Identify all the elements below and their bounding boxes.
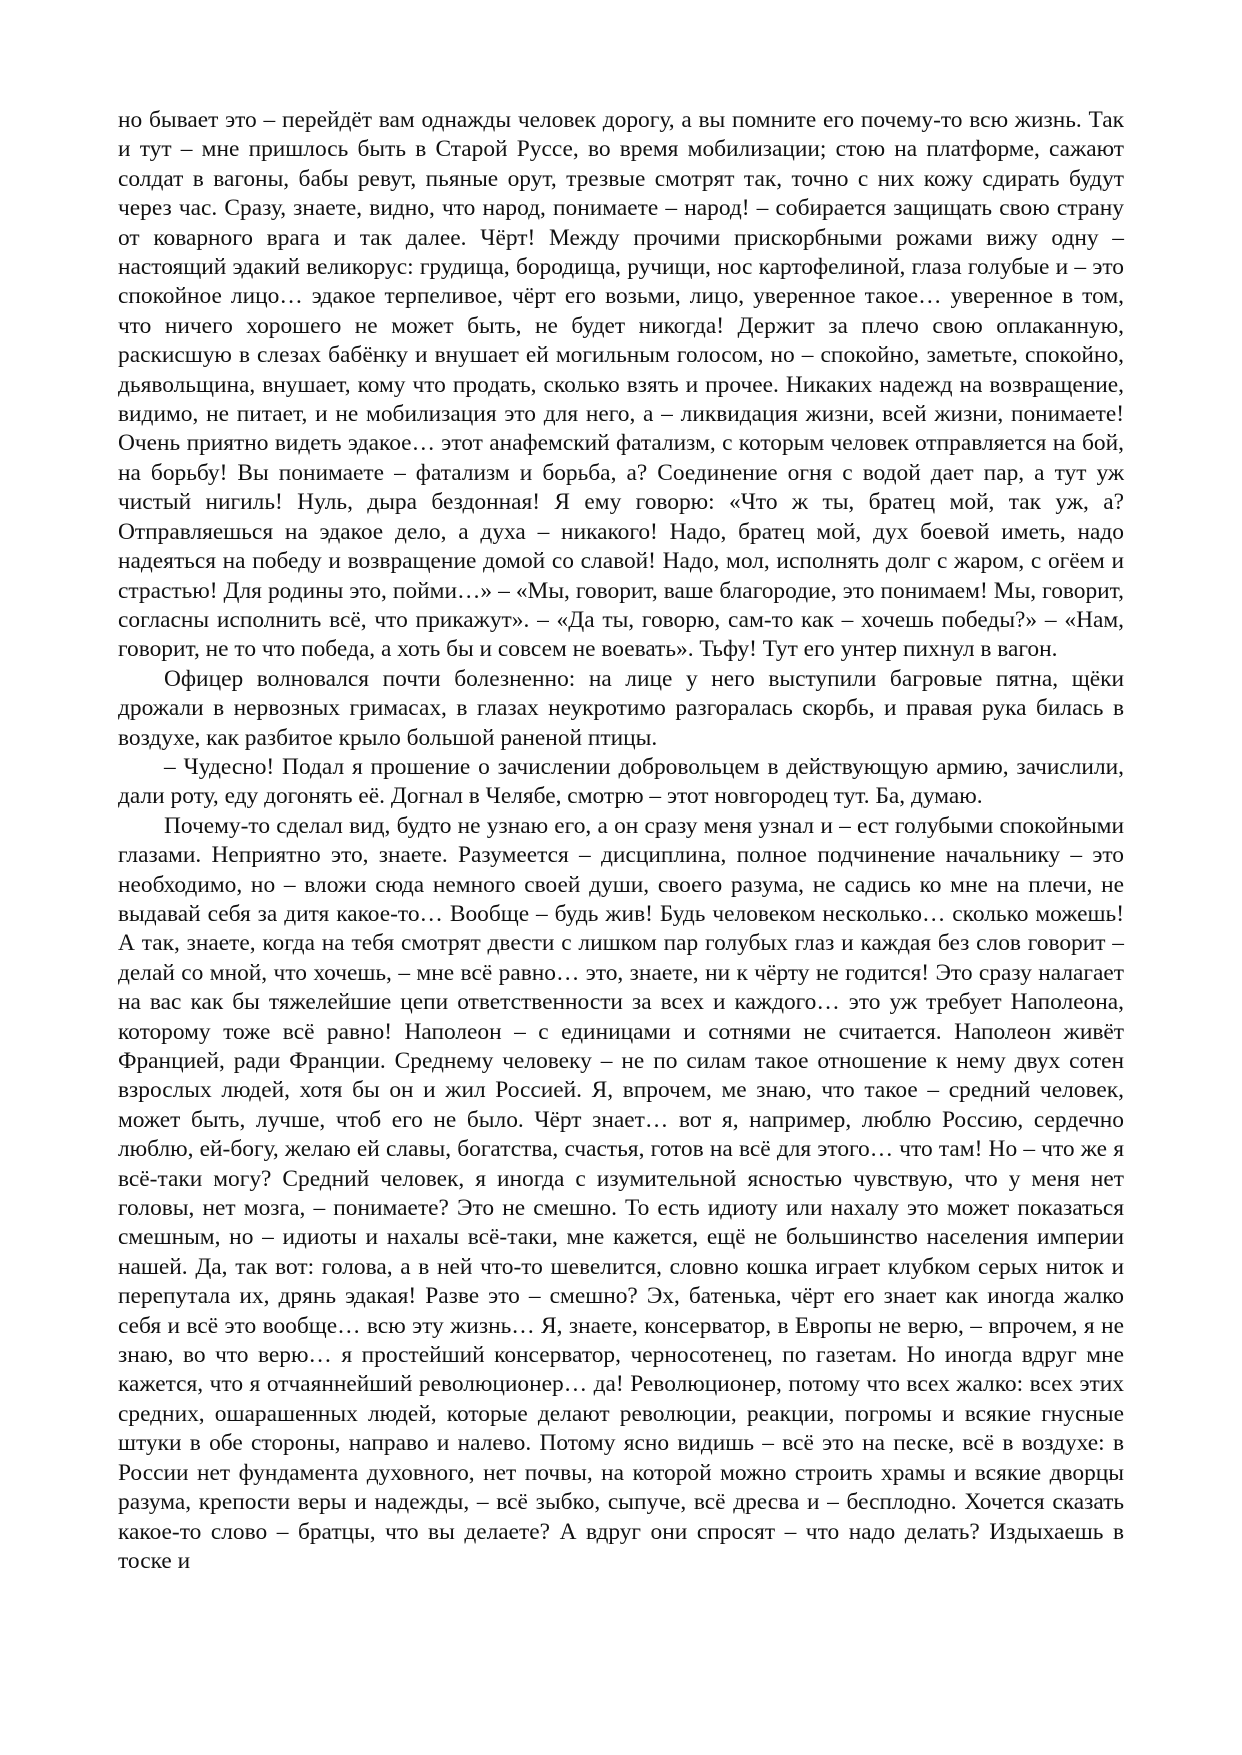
paragraph-2: Офицер волновался почти болезненно: на лице у него выступили багровые пятна, щёки дрожали в нервозных гримасах, в глазах неукротимо разгоралась скорбь, и правая рука билась в воздухе, как разбитое крыло большой раненой птицы.: [118, 665, 1124, 751]
paragraph-1: но бывает это – перейдёт вам однажды человек дорогу, а вы помните его почему-то всю жизнь. Так и тут – мне пришлось быть в Старой Руссе, во время мобилизации; стою на платформе, сажают солдат в вагоны, бабы ревут, пьяные орут, трезвые смотрят так, точно с них кожу сдирать будут через час. Сразу, знаете, видно, что народ, понимаете – народ! – собирается защищать свою страну от коварного врага и так далее. Чёрт! Между прочими прискорбными рожами вижу одну – настоящий эдакий великорус: грудища, бородища, ручищи, нос картофелиной, глаза голубые и – это спокойное лицо… эдакое терпеливое, чёрт его возьми, лицо, уверенное такое… уверенное в том, что ничего хорошего не может быть, не будет никогда! Держит за плечо свою оплаканную, раскисшую в слезах бабёнку и внушает ей могильным голосом, но – спокойно, заметьте, спокойно, дьявольщина, внушает, кому что продать, сколько взять и прочее. Никаких надежд на возвращение, видимо, не питает, и не мобилизация это для него, а – ликвидация жизни, всей жизни, понимаете! Очень приятно видеть эдакое… этот анафемский фатализм, с которым человек отправляется на бой, на борьбу! Вы понимаете – фатализм и борьба, а? Соединение огня с водой дает пар, а тут уж чистый нигиль! Нуль, дыра бездонная! Я ему говорю: «Что ж ты, братец мой, так уж, а? Отправляешься на эдакое дело, а духа – никакого! Надо, братец мой, дух боевой иметь, надо надеяться на победу и возвращение домой со славой! Надо, мол, исполнять долг с жаром, с огёем и страстью! Для родины это, пойми…» – «Мы, говорит, ваше благородие, это понимаем! Мы, говорит, согласны исполнить всё, что прикажут». – «Да ты, говорю, сам-то как – хочешь победы?» – «Нам, говорит, не то что победа, а хоть бы и совсем не воевать». Тьфу! Тут его унтер пихнул в вагон.: [118, 107, 1124, 663]
paragraph-4: Почему-то сделал вид, будто не узнаю его, а он сразу меня узнал и – ест голубыми спокойными глазами. Неприятно это, знаете. Разумеется – дисциплина, полное подчинение начальнику – это необходимо, но – вложи сюда немного своей души, своего разума, не садись ко мне на плечи, не выдавай себя за дитя какое-то… Вообще – будь жив! Будь человеком несколько… сколько можешь! А так, знаете, когда на тебя смотрят двести с лишком пар голубых глаз и каждая без слов говорит – делай со мной, что хочешь, – мне всё равно… это, знаете, ни к чёрту не годится! Это сразу налагает на вас как бы тяжелейшие цепи ответственности за всех и каждого… это уж требует Наполеона, которому тоже всё равно! Наполеон – с единицами и сотнями не считается. Наполеон живёт Францией, ради Франции. Среднему человеку – не по силам такое отношение к нему двух сотен взрослых людей, хотя бы он и жил Россией. Я, впрочем, ме знаю, что такое – средний человек, может быть, лучше, чтоб его не было. Чёрт знает… вот я, например, люблю Россию, сердечно люблю, ей-богу, желаю ей славы, богатства, счастья, готов на всё для этого… что там! Но – что же я всё-таки могу? Средний человек, я иногда с изумительной ясностью чувствую, что у меня нет головы, нет мозга, – понимаете? Это не смешно. То есть идиоту или нахалу это может показаться смешным, но – идиоты и нахалы всё-таки, мне кажется, ещё не большинство населения империи нашей. Да, так вот: голова, а в ней что-то шевелится, словно кошка играет клубком серых ниток и перепутала их, дрянь эдакая! Разве это – смешно? Эх, батенька, чёрт его знает как иногда жалко себя и всё это вообще… всю эту жизнь… Я, знаете, консерватор, в Европы не верю, – впрочем, я не знаю, во что верю… я простейший консерватор, черносотенец, по газетам. Но иногда вдруг мне кажется, что я отчаяннейший революционер… да! Революционер, потому что всех жалко: всех этих средних, ошарашенных людей, которые делают революции, реакции, погромы и всякие гнусные штуки в обе стороны, направо и налево. Потому ясно видишь – всё это на песке, всё в воздухе: в России нет фундамента духовного, нет почвы, на которой можно строить храмы и всякие дворцы разума, крепости веры и надежды, – всё зыбко, сыпуче, всё дресва и – бесплодно. Хочется сказать какое-то слово – братцы, что вы делаете? А вдруг они спросят – что надо делать? Издыхаешь в тоске и: [118, 812, 1124, 1574]
document-page: [118, 106, 1124, 1576]
paragraph-3: – Чудесно! Подал я прошение о зачислении добровольцем в действующую армию, зачислили, дали роту, еду догонять её. Догнал в Челябе, смотрю – этот новгородец тут. Ба, думаю.: [118, 753, 1124, 810]
